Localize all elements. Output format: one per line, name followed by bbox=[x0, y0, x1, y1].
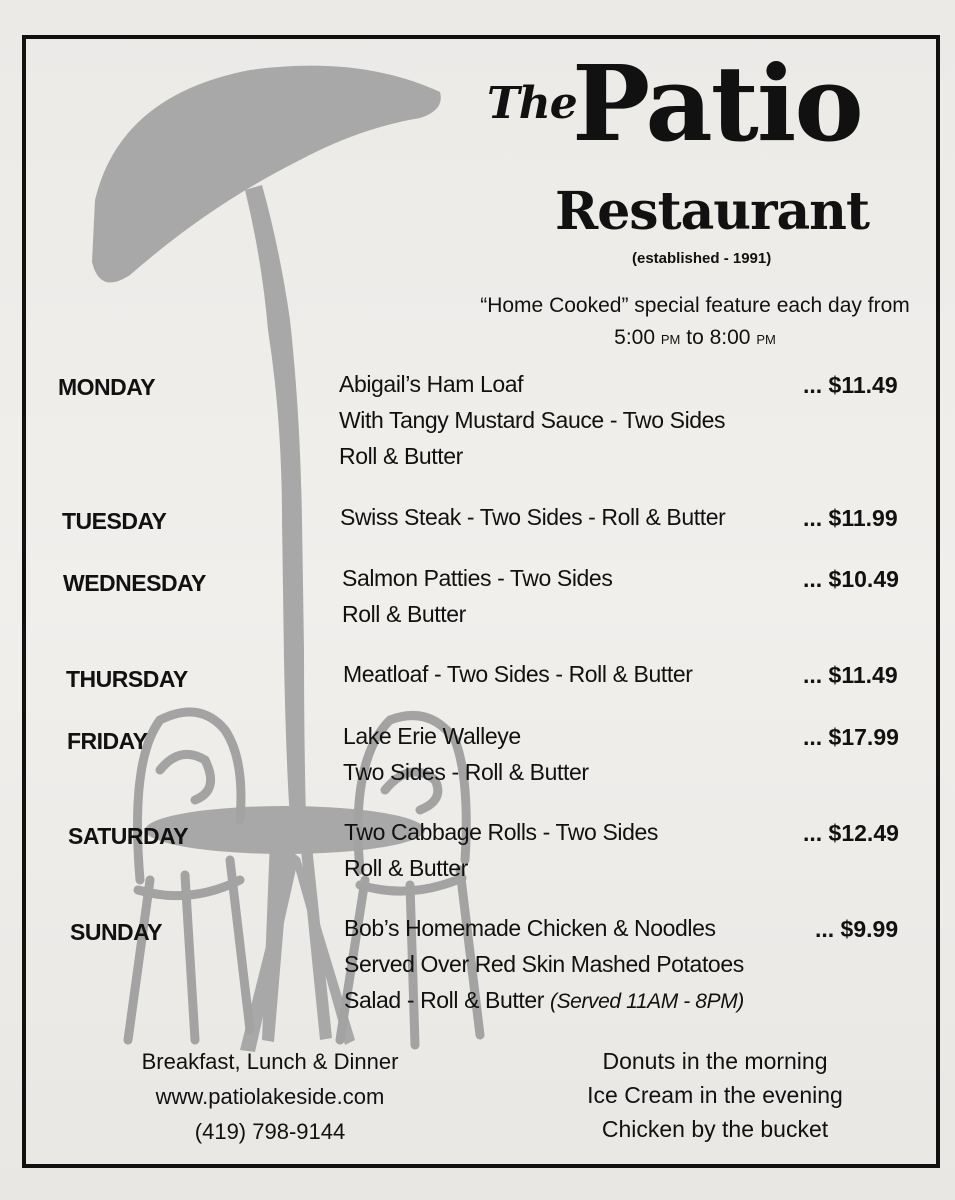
special-feature-hours bbox=[470, 322, 920, 356]
item-line: Meatloaf - Two Sides - Roll & Butter bbox=[343, 661, 693, 687]
established-year: (established - 1991) bbox=[632, 250, 772, 267]
menu-item-saturday bbox=[344, 814, 658, 886]
title-the: The bbox=[487, 78, 577, 129]
price-wednesday: ... $10.49 bbox=[803, 566, 899, 592]
special-feature-note bbox=[470, 290, 920, 356]
tagline-line: Ice Cream in the evening bbox=[587, 1082, 843, 1108]
website-link[interactable]: www.patiolakeside.com bbox=[155, 1084, 385, 1109]
menu-item-monday bbox=[339, 366, 725, 474]
meal-times: Breakfast, Lunch & Dinner bbox=[141, 1049, 399, 1074]
item-line: With Tangy Mustard Sauce - Two Sides bbox=[339, 407, 726, 433]
price-saturday: ... $12.49 bbox=[803, 820, 899, 846]
tagline-line: Chicken by the bucket bbox=[601, 1116, 829, 1142]
menu-item-sunday bbox=[344, 910, 744, 1020]
menu-item-tuesday bbox=[340, 499, 725, 535]
item-line-with-note bbox=[344, 982, 744, 1020]
tagline bbox=[575, 1044, 855, 1146]
item-line: Roll & Butter bbox=[339, 443, 463, 469]
item-line: Two Cabbage Rolls - Two Sides bbox=[344, 819, 658, 845]
day-saturday: SATURDAY bbox=[68, 823, 188, 849]
item-line: Served Over Red Skin Mashed Potatoes bbox=[344, 951, 744, 977]
day-sunday: SUNDAY bbox=[70, 919, 163, 945]
title-patio: Patio bbox=[572, 42, 862, 165]
item-line: Abigail’s Ham Loaf bbox=[339, 371, 524, 397]
menu-item-thursday bbox=[343, 656, 693, 692]
menu-item-friday bbox=[343, 718, 589, 790]
contact-info bbox=[120, 1044, 420, 1149]
item-line: Bob’s Homemade Chicken & Noodles bbox=[344, 915, 716, 941]
day-friday: FRIDAY bbox=[67, 728, 148, 754]
end-time: 8:00 bbox=[709, 326, 751, 349]
item-line: Roll & Butter bbox=[344, 855, 468, 881]
title-restaurant: Restaurant bbox=[555, 181, 870, 242]
tagline-line: Donuts in the morning bbox=[602, 1048, 828, 1074]
serving-hours-note: (Served 11AM - 8PM) bbox=[549, 990, 744, 1013]
special-feature-line: “Home Cooked” special feature each day from bbox=[480, 294, 910, 317]
to-word: to bbox=[686, 326, 704, 349]
menu-item-wednesday bbox=[342, 560, 612, 632]
day-monday: MONDAY bbox=[58, 374, 156, 400]
price-tuesday: ... $11.99 bbox=[803, 505, 898, 531]
day-tuesday: TUESDAY bbox=[62, 508, 167, 534]
item-line: Roll & Butter bbox=[342, 601, 466, 627]
start-time: 5:00 bbox=[614, 326, 656, 349]
day-wednesday: WEDNESDAY bbox=[63, 570, 206, 596]
item-line: Salad - Roll & Butter bbox=[344, 987, 544, 1013]
phone-number[interactable]: (419) 798-9144 bbox=[194, 1119, 346, 1144]
item-line: Two Sides - Roll & Butter bbox=[343, 759, 589, 785]
start-pm: PM bbox=[660, 332, 681, 347]
day-thursday: THURSDAY bbox=[66, 666, 188, 692]
end-pm: PM bbox=[756, 332, 776, 347]
item-line: Salmon Patties - Two Sides bbox=[342, 565, 613, 591]
price-monday: ... $11.49 bbox=[803, 372, 898, 398]
item-line: Lake Erie Walleye bbox=[343, 723, 521, 749]
price-thursday: ... $11.49 bbox=[803, 662, 898, 688]
item-line: Swiss Steak - Two Sides - Roll & Butter bbox=[340, 504, 726, 530]
price-friday: ... $17.99 bbox=[803, 724, 899, 750]
price-sunday: ... $9.99 bbox=[815, 916, 899, 942]
